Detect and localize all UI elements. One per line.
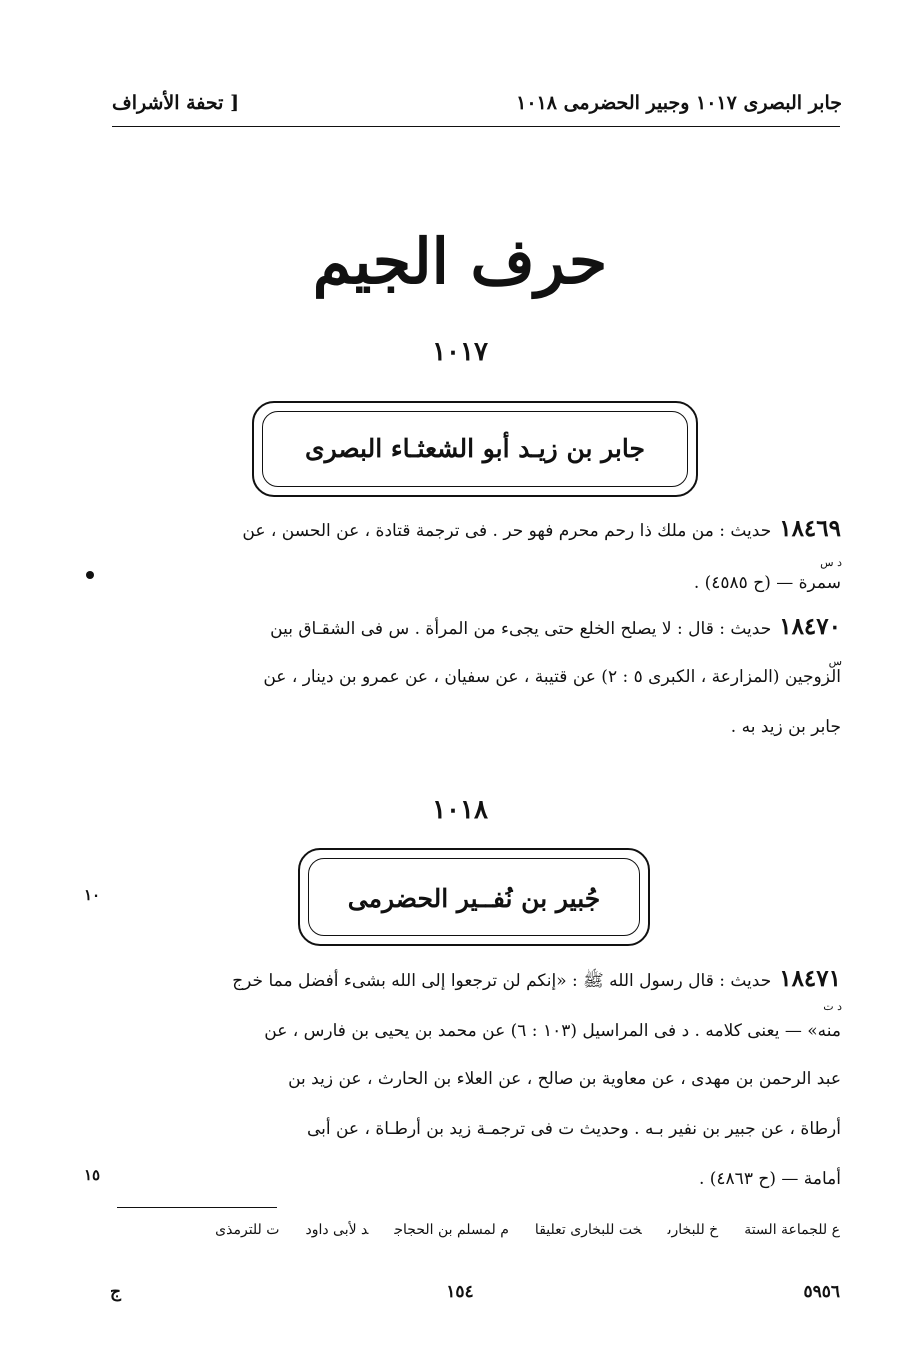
entry-18471-line-1: [111, 966, 841, 994]
page-number: ١٥٤: [446, 1282, 474, 1302]
section-number-1018: ١٠١٨: [432, 795, 488, 825]
footnote-item: خت للبخارى تعليقا: [534, 1222, 642, 1238]
entry-text: حديث : من ملك ذا رحم محرم فهو حر . فى ترجمة قتادة ، عن الحسن ، عن: [242, 521, 772, 541]
entry-18470-line-1: [111, 614, 841, 642]
letter-heading: حرف الجيم: [312, 225, 608, 298]
footnote-item: د لأبى داود: [305, 1222, 369, 1238]
section-number-1017: ١٠١٧: [432, 337, 488, 367]
entry-18470-line-3: جابر بن زيد به .: [730, 717, 841, 737]
margin-line-number-10: ١٠: [84, 886, 101, 904]
signature-mark: ج: [110, 1282, 121, 1302]
entry-text: حديث : قال : لا يصلح الخلع حتى يجىء من المرأة . س فى الشقـاق بين: [270, 619, 772, 639]
narrator-name-1017: جابر بن زيـد أبو الشعثـاء البصرى: [305, 434, 645, 463]
narrator-name-1018: جُبير بن نُفــير الحضرمى: [347, 884, 601, 913]
entry-number-18469: ١٨٤٦٩: [779, 516, 841, 542]
running-header-section: جابر البصرى ١٠١٧ وجبير الحضرمى ١٠١٨: [516, 92, 842, 114]
cumulative-number: ٥٩٥٦: [803, 1282, 840, 1302]
narrator-box-1018: [298, 848, 650, 946]
sigla-18471: د ت: [823, 1000, 842, 1013]
footnote-item: ت للترمذى: [215, 1222, 280, 1238]
entry-text: حديث : قال رسول الله ﷺ : «إنكم لن ترجعوا إلى الله بشىء أفضل مما خرج: [232, 971, 772, 991]
entry-18471-line-2: منه» — يعنى كلامه . د فى المراسيل (١٠٣ : ٦) عن محمد بن يحيى بن فارس ، عن: [264, 1021, 841, 1041]
header-rule: [112, 126, 840, 127]
footnote-item: م لمسلم بن الحجاج: [394, 1222, 509, 1238]
footnote-item: ع للجماعة الستة: [744, 1222, 840, 1238]
entry-18471-line-3: عبد الرحمن بن مهدى ، عن معاوية بن صالح ، عن العلاء بن الحارث ، عن زيد بن: [288, 1069, 841, 1089]
entry-number-18470: ١٨٤٧٠: [779, 614, 841, 640]
entry-18471-line-5: أمامة — (ح ٤٨٦٣) .: [698, 1169, 841, 1189]
sigla-18470: س: [828, 655, 842, 668]
footnote-sigla-key: [110, 1222, 840, 1238]
entry-18469-line-1: [111, 516, 841, 544]
sigla-18469: د س: [820, 556, 842, 569]
entry-number-18471: ١٨٤٧١: [779, 966, 841, 992]
margin-line-number-15: ١٥: [84, 1166, 101, 1184]
entry-18471-line-4: أرطاة ، عن جبير بن نفير بـه . وحديث ت فى ترجمـة زيد بن أرطـاة ، عن أبى: [306, 1119, 841, 1139]
narrator-box-1017: [252, 401, 698, 497]
entry-18470-line-2: الزوجين (المزارعة ، الكبرى ٥ : ٢) عن قتيبة ، عن سفيان ، عن عمرو بن دينار ، عن: [263, 667, 841, 687]
entry-18469-line-2: سمرة — (ح ٤٥٨٥) .: [693, 573, 841, 593]
footnote-item: خ للبخارى: [667, 1222, 719, 1238]
margin-dot: [86, 571, 94, 579]
footnote-rule: [117, 1207, 277, 1208]
running-header-book-title: [ تحفة الأشراف: [112, 92, 240, 114]
